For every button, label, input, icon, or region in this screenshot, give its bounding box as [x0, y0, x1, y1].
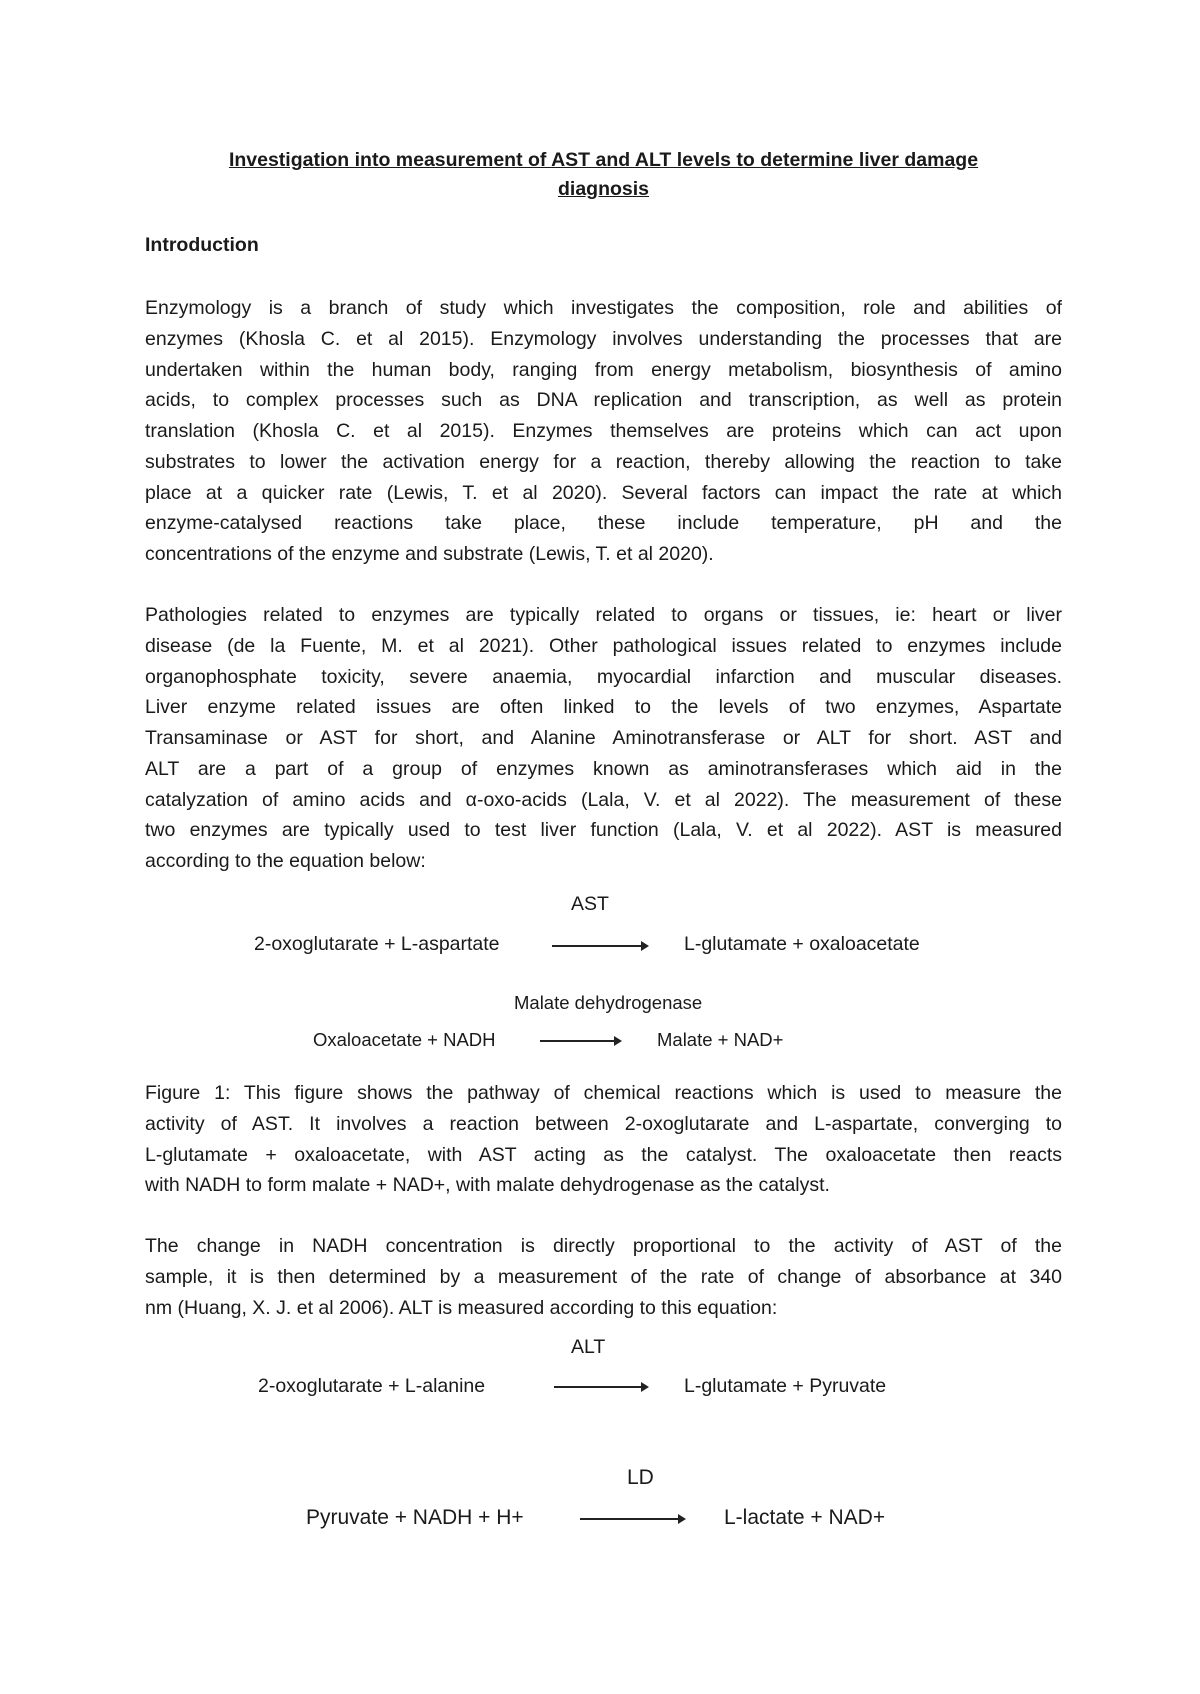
mdh-reaction-reactants: Oxaloacetate + NADH	[313, 1029, 496, 1050]
alt-reaction-reactants: 2-oxoglutarate + L-alanine	[258, 1375, 486, 1397]
paragraph-line: according to the equation below:	[145, 850, 426, 872]
reaction-arrow-icon	[580, 1518, 684, 1520]
section-heading-introduction: Introduction	[145, 234, 259, 256]
figure1-caption	[145, 1078, 1062, 1201]
paragraph-line: undertaken within the human body, ranging from energy metabolism, biosynthesis of amino	[145, 358, 1062, 381]
document-title-line2: diagnosis	[557, 178, 650, 200]
ld-reaction-reactants: Pyruvate + NADH + H+	[306, 1506, 524, 1529]
paragraph-line: The change in NADH concentration is directly proportional to the activity of AST of the	[145, 1235, 1062, 1257]
paragraph-line: place at a quicker rate (Lewis, T. et al 2020). Several factors can impact the rate at which	[145, 481, 1062, 504]
paragraph-line: Pathologies related to enzymes are typically related to organs or tissues, ie: heart or liver	[145, 604, 1062, 626]
ld-reaction-products: L-lactate + NAD+	[724, 1506, 886, 1529]
alt-enzyme-label: ALT	[571, 1336, 606, 1358]
paragraph-line: enzyme-catalysed reactions take place, these include temperature, pH and the	[145, 512, 1062, 535]
paragraph-line: enzymes (Khosla C. et al 2015). Enzymology involves understanding the processes that are	[145, 327, 1062, 350]
paragraph-line: sample, it is then determined by a measurement of the rate of change of absorbance at 340	[145, 1265, 1062, 1288]
paragraph-line: substrates to lower the activation energy for a reaction, thereby allowing the reaction to take	[145, 450, 1062, 473]
paragraph-line: organophosphate toxicity, severe anaemia, myocardial infarction and muscular diseases.	[145, 665, 1062, 688]
malate-dehydrogenase-label: Malate dehydrogenase	[514, 992, 703, 1013]
paragraph-line: Transaminase or AST for short, and Alanine Aminotransferase or ALT for short. AST and	[145, 727, 1062, 749]
paragraph-line: catalyzation of amino acids and α-oxo-acids (Lala, V. et al 2022). The measurement of these	[145, 788, 1062, 811]
ast-reaction-reactants: 2-oxoglutarate + L-aspartate	[254, 933, 500, 955]
document-title-line1: Investigation into measurement of AST and ALT levels to determine liver damage	[228, 149, 979, 171]
paragraph-line: Figure 1: This figure shows the pathway of chemical reactions which is used to measure the	[145, 1082, 1062, 1104]
reaction-arrow-icon	[554, 1386, 647, 1388]
paragraph-line: Enzymology is a branch of study which investigates the composition, role and abilities of	[145, 297, 1062, 319]
paragraph-line: translation (Khosla C. et al 2015). Enzymes themselves are proteins which can act upon	[145, 420, 1062, 442]
paragraph-line: acids, to complex processes such as DNA replication and transcription, as well as protein	[145, 389, 1062, 412]
reaction-arrow-icon	[552, 945, 647, 947]
ast-enzyme-label: AST	[571, 893, 609, 915]
paragraph-nadh	[145, 1231, 1062, 1323]
paragraph-pathologies	[145, 600, 1062, 877]
mdh-reaction-products: Malate + NAD+	[657, 1029, 784, 1050]
ld-enzyme-label: LD	[627, 1466, 654, 1489]
paragraph-line: nm (Huang, X. J. et al 2006). ALT is measured according to this equation:	[145, 1296, 778, 1319]
alt-reaction-products: L-glutamate + Pyruvate	[684, 1375, 887, 1397]
paragraph-line: Liver enzyme related issues are often linked to the levels of two enzymes, Aspartate	[145, 696, 1062, 719]
paragraph-enzymology	[145, 293, 1062, 570]
paragraph-line: ALT are a part of a group of enzymes known as aminotransferases which aid in the	[145, 757, 1062, 780]
paragraph-line: two enzymes are typically used to test liver function (Lala, V. et al 2022). AST is measured	[145, 819, 1062, 842]
reaction-arrow-icon	[540, 1040, 620, 1042]
paragraph-line: L-glutamate + oxaloacetate, with AST acting as the catalyst. The oxaloacetate then reacts	[145, 1143, 1062, 1166]
paragraph-line: with NADH to form malate + NAD+, with malate dehydrogenase as the catalyst.	[145, 1174, 830, 1197]
ast-reaction-products: L-glutamate + oxaloacetate	[684, 933, 920, 955]
paragraph-line: disease (de la Fuente, M. et al 2021). Other pathological issues related to enzymes include	[145, 634, 1062, 657]
paragraph-line: activity of AST. It involves a reaction between 2-oxoglutarate and L-aspartate, converging to	[145, 1112, 1062, 1135]
paragraph-line: concentrations of the enzyme and substrate (Lewis, T. et al 2020).	[145, 543, 714, 565]
